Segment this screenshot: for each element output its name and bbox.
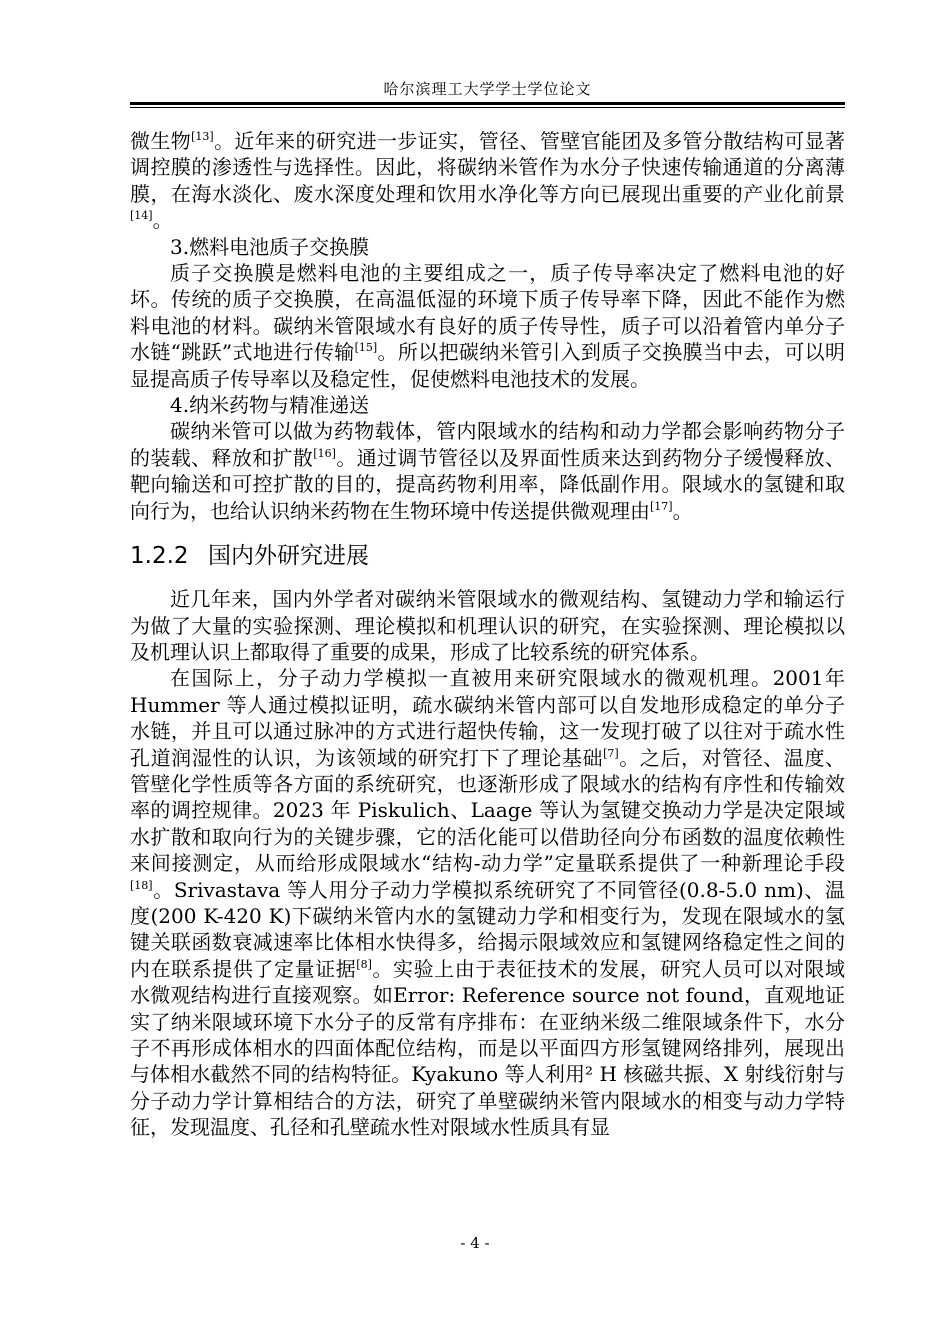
citation: [13]	[191, 130, 214, 143]
citation: [15]	[354, 341, 378, 355]
citation: [8]	[356, 957, 372, 971]
citation: [16]	[313, 446, 336, 460]
paragraph-international: 在国际上，分子动力学模拟一直被用来研究限域水的微观机理。2001年 Hummer 等人通过模拟证明，疏水碳纳米管内部可以自发地形成稳定的单分子水链，并且可以通过脉冲的方式进行超快传输，这一发现打破了以往对于疏水性孔道润湿性的认识，为该领域的研究打下了理论基础[7]。之后，对管径、温度、管壁化学性质等各方面的系统研究，也逐渐形成了限域水的结构有序性和传输效率的调控规律。2023 年 Piskulich、Laage 等认为氢键交换动力学是决定限域水扩散和取向行为的关键步骤，它的活化能可以借助径向分布函数的温度依赖性来间接测定，从而给形成限域水“结构-动力学”定量联系提供了一种新理论手段[18]。Srivastava 等人用分子动力学模拟系统研究了不同管径(0.8-5.0 nm)、温度(200 K-420 K)下碳纳米管内水的氢键动力学和相变行为，发现在限域水的氢键关联函数衰减速率比体相水快得多，给揭示限域效应和氢键网络稳定性之间的内在联系提供了定量证据[8]。实验上由于表征技术的发展，研究人员可以对限域水微观结构进行直接观察。如Error: Reference source not found，直观地证实了纳米限域环境下水分子的反常有序排布：在亚纳米级二维限域条件下，水分子不再形成体相水的四面体配位结构，而是以平面四方形氢键网络排列，展现出与体相水截然不同的结构特征。Kyakuno 等人利用² H 核磁共振、X 射线衍射与分子动力学计算相结合的方法，研究了单壁碳纳米管内限域水的相变与动力学特征，发现温度、孔径和孔壁疏水性对限域水性质具有显	[130, 666, 846, 1140]
page-number: - 4 -	[460, 1234, 490, 1252]
paragraph-fuel-cell: 质子交换膜是燃料电池的主要组成之一，质子传导率决定了燃料电池的好坏。传统的质子交换膜，在高温低湿的环境下质子传导率下降，因此不能作为燃料电池的材料。碳纳米管限域水有良好的质子传导性，质子可以沿着管内单分子水链“跳跃”式地进行传输[15]。所以把碳纳米管引入到质子交换膜当中去，可以明显提高质子传导率以及稳定性，促使燃料电池技术的发展。	[130, 261, 846, 391]
section-heading	[130, 542, 845, 570]
citation: [18]	[130, 878, 153, 892]
paragraph-continuation: 微生物[13]。近年来的研究进一步证实，管径、管壁官能团及多管分散结构可显著调控膜的渗透性与选择性。因此，将碳纳米管作为水分子快速传输通道的分离薄膜，在海水淡化、废水深度处理和饮用水净化等方向已展现出重要的产业化前景[14]。	[130, 129, 846, 233]
header-rule-thin	[130, 107, 845, 108]
section-number: 1.2.2	[130, 543, 189, 570]
running-header: 哈尔滨理工大学学士学位论文	[383, 80, 592, 98]
paragraph-overview: 近几年来，国内外学者对碳纳米管限域水的微观结构、氢键动力学和输运行为做了大量的实验探测、理论模拟和机理认识的研究，在实验探测、理论模拟以及机理认识上都取得了重要的成果，形成了比较系统的研究体系。	[130, 587, 845, 664]
subheading-fuel-cell: 3.燃料电池质子交换膜	[170, 234, 370, 259]
body-text	[130, 128, 845, 1141]
section-title: 国内外研究进展	[208, 543, 369, 570]
citation: [17]	[650, 499, 673, 513]
paragraph-drug-delivery: 碳纳米管可以做为药物载体，管内限域水的结构和动力学都会影响药物分子的装载、释放和扩散[16]。通过调节管径以及界面性质来达到药物分子缓慢释放、靶向输送和可控扩散的目的，提高药物利用率，降低副作用。限域水的氢键和取向行为，也给认识纳米药物在生物环境中传送提供微观理由[17]。	[130, 419, 846, 523]
citation: [7]	[603, 746, 619, 760]
citation: [14]	[130, 209, 153, 223]
subheading-drug-delivery: 4.纳米药物与精准递送	[170, 393, 370, 418]
header-rule-thick	[130, 102, 845, 105]
